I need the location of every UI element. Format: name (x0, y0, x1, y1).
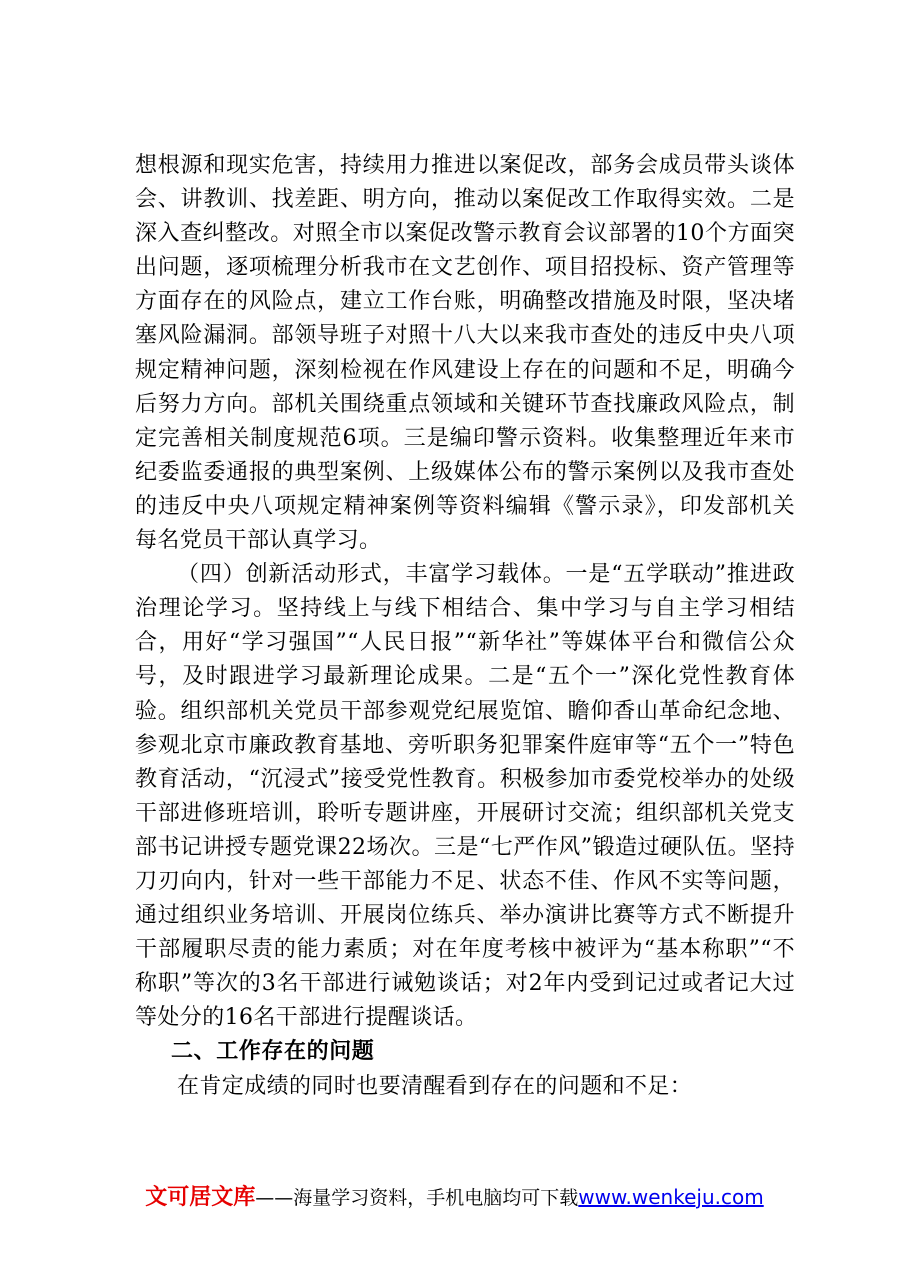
footer-separator: —— (255, 1187, 294, 1209)
footer-website-link[interactable]: www.wenkeju.com (578, 1185, 764, 1209)
section-four-paragraph: （四）创新活动形式，丰富学习载体。一是“五学联动”推进政治理论学习。坚持线上与线下相结合、集中学习与自主学习相结合，用好“学习强国”“人民日报”“新华社”等媒体平台和微信公众号，及时跟进学习最新理论成果。二是“五个一”深化党性教育体验。组织部机关党员干部参观党纪展览馆、瞻仰香山革命纪念地、参观北京市廉政教育基地、旁听职务犯罪案件庭审等“五个一”特色教育活动，“沉浸式”接受党性教育。积极参加市委党校举办的处级干部进修班培训，聆听专题讲座，开展研讨交流；组织部机关党支部书记讲授专题党课22场次。三是“七严作风”锻造过硬队伍。坚持刀刃向内，针对一些干部能力不足、状态不佳、作风不实等问题，通过组织业务培训、开展岗位练兵、举办演讲比赛等方式不断提升干部履职尽责的能力素质；对在年度考核中被评为“基本称职”“不称职”等次的3名干部进行诫勉谈话；对2年内受到记过或者记大过等处分的16名干部进行提醒谈话。 (135, 562, 795, 1031)
document-body (135, 149, 795, 1104)
section-two-intro: 在肯定成绩的同时也要清醒看到存在的问题和不足： (177, 1073, 693, 1099)
footer-description: 海量学习资料，手机电脑均可下载 (293, 1187, 579, 1209)
section-two-heading: 二、工作存在的问题 (171, 1039, 375, 1065)
footer-banner (0, 1180, 909, 1211)
continuation-paragraph: 想根源和现实危害，持续用力推进以案促改，部务会成员带头谈体会、讲教训、找差距、明方向，推动以案促改工作取得实效。二是深入查纠整改。对照全市以案促改警示教育会议部署的10个方面突出问题，逐项梳理分析我市在文艺创作、项目招投标、资产管理等方面存在的风险点，建立工作台账，明确整改措施及时限，坚决堵塞风险漏洞。部领导班子对照十八大以来我市查处的违反中央八项规定精神问题，深刻检视在作风建设上存在的问题和不足，明确今后努力方向。部机关围绕重点领域和关键环节查找廉政风险点，制定完善相关制度规范6项。三是编印警示资料。收集整理近年来市纪委监委通报的典型案例、上级媒体公布的警示案例以及我市查处的违反中央八项规定精神案例等资料编辑《警示录》，印发部机关每名党员干部认真学习。 (135, 153, 795, 554)
footer-brand: 文可居文库 (145, 1185, 256, 1210)
